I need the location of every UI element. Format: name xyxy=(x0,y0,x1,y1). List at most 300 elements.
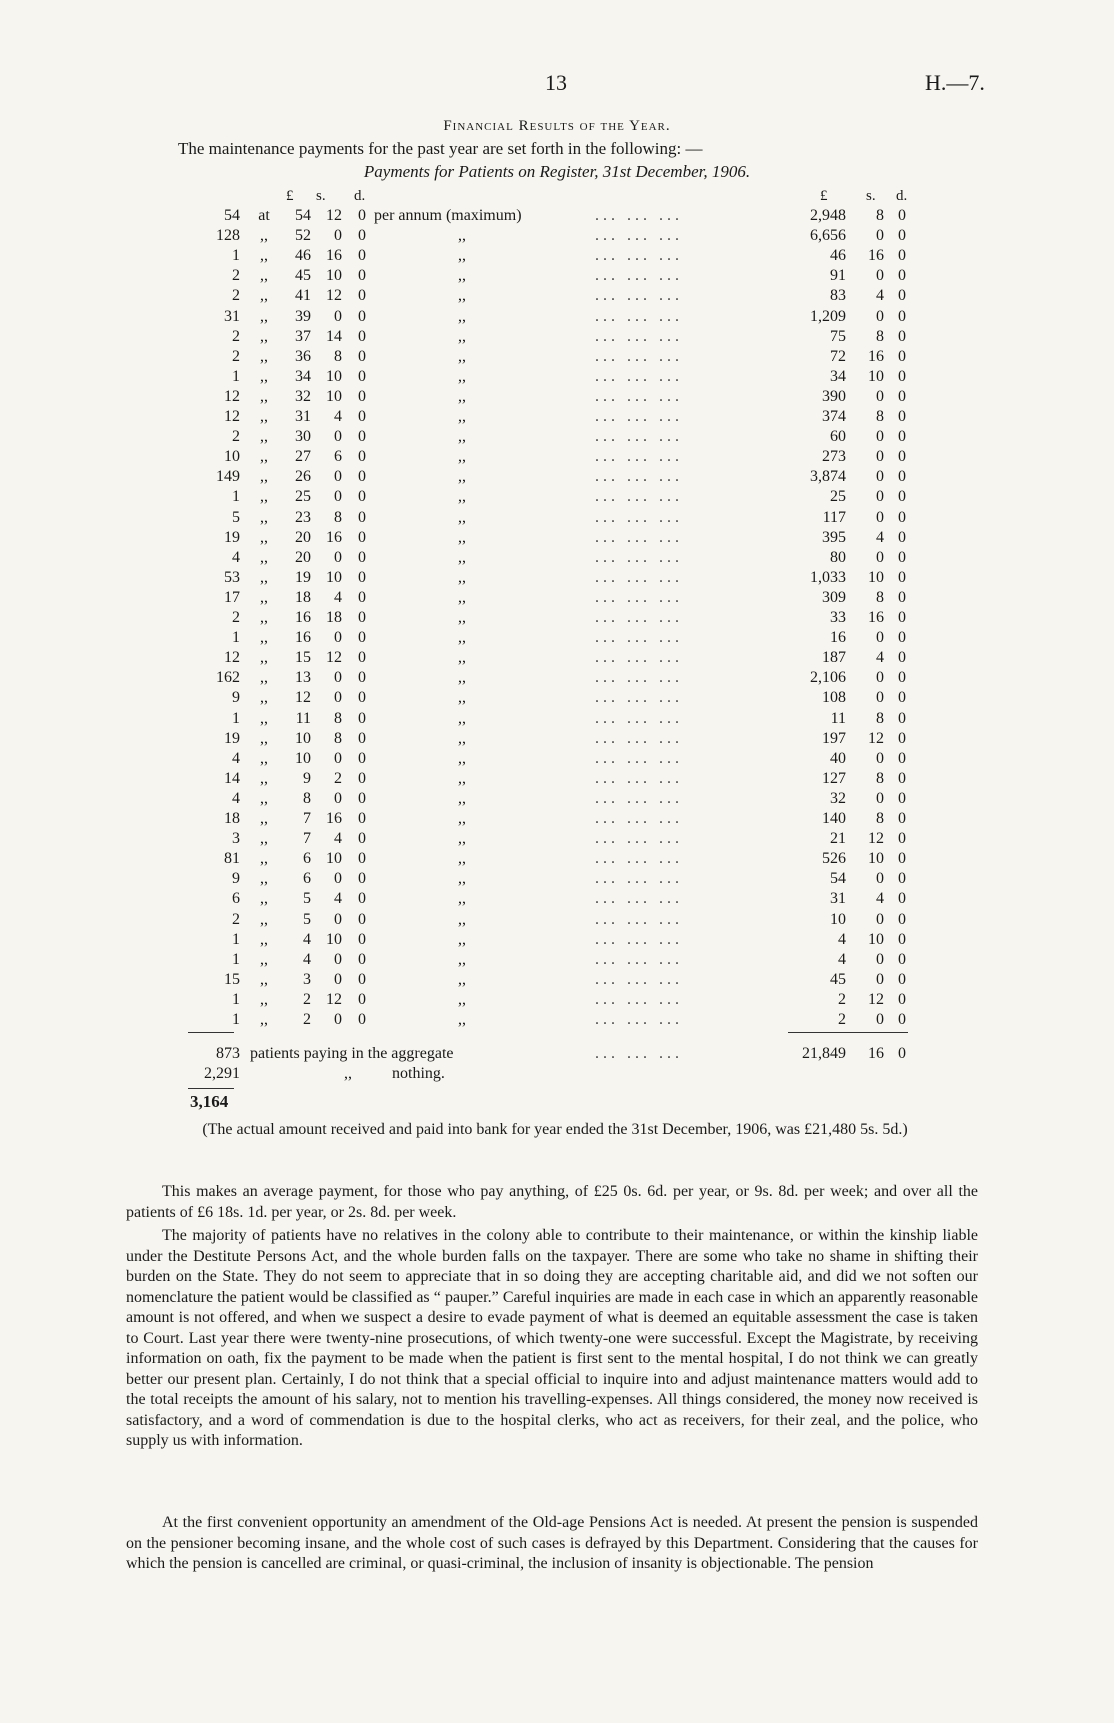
dot-leader: ... ... ... xyxy=(595,609,683,626)
total-pounds: 16 xyxy=(830,629,846,647)
rate-pounds: 20 xyxy=(295,528,311,546)
ditto-mark: ,, xyxy=(260,850,268,868)
ditto-mark: ,, xyxy=(260,689,268,707)
ditto-mark: ,, xyxy=(458,548,466,566)
dot-leader: ... ... ... xyxy=(595,629,683,647)
ditto-mark: ,, xyxy=(260,448,268,466)
rate-pounds: 41 xyxy=(295,287,311,305)
rate-shillings: 0 xyxy=(334,629,342,647)
row-count: 2 xyxy=(232,327,240,345)
rate-pence: 0 xyxy=(358,930,366,948)
row-count: 12 xyxy=(224,408,240,425)
total-shillings: 0 xyxy=(876,387,884,405)
total-pounds: 80 xyxy=(830,548,846,566)
total-pence: 0 xyxy=(898,1011,906,1028)
ditto-mark: ,, xyxy=(260,267,268,285)
row-count: 9 xyxy=(232,870,240,888)
table-row xyxy=(0,709,1114,729)
total-shillings: 12 xyxy=(868,729,884,747)
row-count: 4 xyxy=(232,548,240,566)
table-row xyxy=(0,307,1114,327)
total-pence: 0 xyxy=(898,588,906,606)
rate-pounds: 4 xyxy=(303,950,311,968)
row-count: 149 xyxy=(216,468,240,486)
rate-pence: 0 xyxy=(358,227,366,245)
row-count: 17 xyxy=(224,588,240,606)
row-count: 14 xyxy=(224,769,240,787)
total-pence: 0 xyxy=(898,850,906,868)
total-pounds: 21 xyxy=(830,830,846,848)
table-row xyxy=(0,266,1114,286)
ditto-mark: ,, xyxy=(260,588,268,606)
rate-pence: 0 xyxy=(358,890,366,908)
ditto-mark: ,, xyxy=(260,709,268,727)
rate-pounds: 26 xyxy=(295,468,311,486)
ditto-mark: ,, xyxy=(458,789,466,807)
dot-leader: ... ... ... xyxy=(595,568,683,586)
rate-pence: 0 xyxy=(358,488,366,506)
rate-pounds: 5 xyxy=(303,910,311,928)
ditto-mark: ,, xyxy=(458,227,466,245)
total-pounds: 2 xyxy=(838,990,846,1008)
ditto-mark: ,, xyxy=(260,287,268,305)
ditto-mark: ,, xyxy=(458,709,466,727)
table-row xyxy=(0,427,1114,447)
total-pence: 0 xyxy=(898,830,906,848)
table-row xyxy=(0,528,1114,548)
ditto-mark: ,, xyxy=(458,629,466,647)
row-count: 2 xyxy=(232,910,240,928)
ditto-mark: ,, xyxy=(458,307,466,325)
rate-shillings: 10 xyxy=(326,267,342,285)
nonpaying-count: 2,291 xyxy=(204,1065,240,1082)
ditto-mark: ,, xyxy=(260,669,268,687)
total-pounds: 2,948 xyxy=(810,207,846,224)
total-pence: 0 xyxy=(898,528,906,546)
dot-leader: ... ... ... xyxy=(595,247,683,265)
rate-shillings: 2 xyxy=(334,769,342,787)
table-row xyxy=(0,789,1114,809)
paragraph-average: This makes an average payment, for those who pay anything, of £25 0s. 6d. per year, or 9s. 8d. per week; and over all the patients of £6 18s. 1d. per year, or 2s. 8d. per week. xyxy=(126,1183,978,1221)
rate-shillings: 0 xyxy=(334,910,342,928)
row-count: 6 xyxy=(232,890,240,908)
rate-pence: 0 xyxy=(358,609,366,626)
ditto-mark: ,, xyxy=(260,890,268,908)
nonpaying-ditto: ,, xyxy=(344,1065,352,1082)
total-shillings: 12 xyxy=(868,830,884,848)
total-shillings: 16 xyxy=(868,247,884,265)
dot-leader: ... ... ... xyxy=(595,508,683,526)
ditto-mark: ,, xyxy=(260,568,268,586)
total-pounds: 309 xyxy=(822,588,846,606)
total-pounds: 526 xyxy=(822,850,846,868)
rate-pence: 0 xyxy=(358,327,366,345)
rate-pence: 0 xyxy=(358,990,366,1008)
paragraph-pensions: At the first convenient opportunity an amendment of the Old-age Pensions Act is needed. At present the pension is suspended on the pensioner becoming insane, and the whole cost of such cases is defrayed by this Department. Considering that the causes for which the pension is cancelled are criminal, or quasi-criminal, the inclusion of insanity is objectionable. The pension xyxy=(126,1514,978,1572)
table-row xyxy=(0,809,1114,829)
row-count: 3 xyxy=(232,830,240,848)
rate-pounds: 16 xyxy=(295,609,311,626)
rate-shillings: 10 xyxy=(326,568,342,586)
at-word: at xyxy=(258,207,270,224)
row-count: 2 xyxy=(232,267,240,285)
ditto-mark: ,, xyxy=(260,307,268,325)
rate-pounds: 54 xyxy=(295,207,311,224)
dot-leader: ... ... ... xyxy=(595,588,683,606)
grand-total-rule xyxy=(188,1088,234,1089)
rate-pounds: 45 xyxy=(295,267,311,285)
total-pence: 0 xyxy=(898,347,906,365)
table-caption: Payments for Patients on Register, 31st December, 1906. xyxy=(363,162,751,181)
total-header-pounds: £ xyxy=(820,188,828,204)
table-row xyxy=(0,930,1114,950)
total-shillings: 0 xyxy=(876,508,884,526)
rate-pounds: 12 xyxy=(295,689,311,707)
total-shillings: 4 xyxy=(876,528,884,546)
ditto-mark: ,, xyxy=(458,528,466,546)
table-row xyxy=(0,347,1114,367)
ditto-mark: ,, xyxy=(260,870,268,888)
dot-leader: ... ... ... xyxy=(595,207,683,224)
table-row xyxy=(0,910,1114,930)
rate-pence: 0 xyxy=(358,970,366,988)
dot-leader: ... ... ... xyxy=(595,327,683,345)
row-count: 18 xyxy=(224,810,240,827)
ditto-mark: ,, xyxy=(260,970,268,988)
rate-shillings: 4 xyxy=(334,830,342,848)
row-count: 10 xyxy=(224,448,240,466)
ditto-mark: ,, xyxy=(458,749,466,767)
row-count: 19 xyxy=(224,528,240,546)
rate-shillings: 14 xyxy=(326,327,342,345)
rate-shillings: 0 xyxy=(334,428,342,446)
ditto-mark: ,, xyxy=(458,1011,466,1028)
total-pence: 0 xyxy=(898,247,906,265)
table-row xyxy=(0,206,1114,226)
rate-pence: 0 xyxy=(358,448,366,466)
total-shillings: 0 xyxy=(876,488,884,506)
rate-pounds: 13 xyxy=(295,669,311,687)
rate-shillings: 0 xyxy=(334,548,342,566)
rate-shillings: 0 xyxy=(334,689,342,707)
rate-pence: 0 xyxy=(358,267,366,285)
rate-shillings: 0 xyxy=(334,870,342,888)
total-shillings: 0 xyxy=(876,629,884,647)
total-shillings: 0 xyxy=(876,870,884,888)
table-row xyxy=(0,950,1114,970)
rate-pounds: 52 xyxy=(295,227,311,245)
total-pence: 0 xyxy=(898,729,906,747)
total-shillings: 4 xyxy=(876,649,884,667)
total-pence: 0 xyxy=(898,709,906,727)
table-row xyxy=(0,226,1114,246)
row-count: 1 xyxy=(232,930,240,948)
rate-pence: 0 xyxy=(358,207,366,224)
paying-total-pence: 0 xyxy=(898,1045,906,1062)
total-pence: 0 xyxy=(898,367,906,385)
ditto-mark: ,, xyxy=(260,528,268,546)
total-pounds: 75 xyxy=(830,327,846,345)
dot-leader: ... ... ... xyxy=(595,408,683,425)
total-pounds: 2,106 xyxy=(810,669,846,687)
table-row xyxy=(0,367,1114,387)
total-pence: 0 xyxy=(898,227,906,245)
total-pence: 0 xyxy=(898,307,906,325)
dot-leader: ... ... ... xyxy=(595,488,683,506)
dot-leader: ... ... ... xyxy=(595,367,683,385)
ditto-mark: ,, xyxy=(458,649,466,667)
row-count: 4 xyxy=(232,789,240,807)
rate-pounds: 6 xyxy=(303,850,311,868)
total-pounds: 1,209 xyxy=(810,307,846,325)
rate-pence: 0 xyxy=(358,709,366,727)
row-count: 31 xyxy=(224,307,240,325)
total-pence: 0 xyxy=(898,428,906,446)
total-shillings: 0 xyxy=(876,468,884,486)
rate-pence: 0 xyxy=(358,528,366,546)
total-pence: 0 xyxy=(898,689,906,707)
table-row xyxy=(0,648,1114,668)
ditto-mark: ,, xyxy=(458,870,466,888)
row-count: 1 xyxy=(232,247,240,265)
rate-pence: 0 xyxy=(358,287,366,305)
dot-leader: ... ... ... xyxy=(595,850,683,868)
rate-shillings: 0 xyxy=(334,468,342,486)
table-row xyxy=(0,246,1114,266)
table-row xyxy=(0,628,1114,648)
paying-total-shillings: 16 xyxy=(868,1045,884,1062)
total-pence: 0 xyxy=(898,769,906,787)
rate-pence: 0 xyxy=(358,870,366,888)
table-row xyxy=(0,688,1114,708)
row-count: 1 xyxy=(232,629,240,647)
total-shillings: 10 xyxy=(868,930,884,948)
rate-pounds: 8 xyxy=(303,789,311,807)
dot-leader: ... ... ... xyxy=(595,548,683,566)
rate-pounds: 6 xyxy=(303,870,311,888)
rate-pounds: 39 xyxy=(295,307,311,325)
ditto-mark: ,, xyxy=(260,930,268,948)
dot-leader: ... ... ... xyxy=(595,789,683,807)
rate-pence: 0 xyxy=(358,830,366,848)
rate-pounds: 31 xyxy=(295,408,311,425)
row-count: 2 xyxy=(232,609,240,626)
total-pence: 0 xyxy=(898,488,906,506)
ditto-mark: ,, xyxy=(260,408,268,425)
rate-shillings: 8 xyxy=(334,508,342,526)
total-shillings: 0 xyxy=(876,548,884,566)
rate-pence: 0 xyxy=(358,307,366,325)
rate-pounds: 10 xyxy=(295,729,311,747)
table-row xyxy=(0,668,1114,688)
table-row xyxy=(0,749,1114,769)
total-header-shillings: s. xyxy=(866,188,876,204)
rate-pence: 0 xyxy=(358,428,366,446)
total-pounds: 11 xyxy=(830,709,846,727)
total-pence: 0 xyxy=(898,387,906,405)
row-count: 1 xyxy=(232,367,240,385)
rate-pence: 0 xyxy=(358,810,366,827)
dot-leader: ... ... ... xyxy=(595,428,683,446)
rate-shillings: 12 xyxy=(326,990,342,1008)
rate-shillings: 12 xyxy=(326,287,342,305)
dot-leader: ... ... ... xyxy=(595,387,683,405)
total-pounds: 45 xyxy=(830,970,846,988)
paying-text: patients paying in the aggregate xyxy=(250,1045,454,1062)
total-pounds: 91 xyxy=(830,267,846,285)
total-shillings: 4 xyxy=(876,287,884,305)
ditto-mark: ,, xyxy=(458,769,466,787)
ditto-mark: ,, xyxy=(458,468,466,486)
document-code: H.—7. xyxy=(925,70,985,95)
total-pence: 0 xyxy=(898,448,906,466)
rate-shillings: 12 xyxy=(326,207,342,224)
rate-shillings: 10 xyxy=(326,930,342,948)
dot-leader: ... ... ... xyxy=(595,1045,683,1062)
rate-shillings: 10 xyxy=(326,850,342,868)
total-pounds: 4 xyxy=(838,930,846,948)
total-pence: 0 xyxy=(898,287,906,305)
count-subtotal-rule xyxy=(188,1032,234,1033)
total-pounds: 34 xyxy=(830,367,846,385)
rate-pounds: 2 xyxy=(303,990,311,1008)
total-pence: 0 xyxy=(898,548,906,566)
dot-leader: ... ... ... xyxy=(595,810,683,827)
dot-leader: ... ... ... xyxy=(595,689,683,707)
dot-leader: ... ... ... xyxy=(595,227,683,245)
dot-leader: ... ... ... xyxy=(595,468,683,486)
dot-leader: ... ... ... xyxy=(595,749,683,767)
table-row xyxy=(0,508,1114,528)
ditto-mark: ,, xyxy=(458,689,466,707)
ditto-mark: ,, xyxy=(458,588,466,606)
section-title: Financial Results of the Year. xyxy=(443,118,671,134)
dot-leader: ... ... ... xyxy=(595,870,683,888)
rate-pence: 0 xyxy=(358,689,366,707)
rate-pence: 0 xyxy=(358,649,366,667)
ditto-mark: ,, xyxy=(458,910,466,928)
ditto-mark: ,, xyxy=(260,488,268,506)
total-shillings: 0 xyxy=(876,1011,884,1028)
rate-pounds: 9 xyxy=(303,769,311,787)
row-count: 1 xyxy=(232,488,240,506)
rate-pounds: 7 xyxy=(303,830,311,848)
total-pence: 0 xyxy=(898,789,906,807)
total-shillings: 8 xyxy=(876,709,884,727)
total-shillings: 8 xyxy=(876,327,884,345)
rate-pence: 0 xyxy=(358,247,366,265)
ditto-mark: ,, xyxy=(260,428,268,446)
rate-pence: 0 xyxy=(358,508,366,526)
rate-shillings: 0 xyxy=(334,307,342,325)
dot-leader: ... ... ... xyxy=(595,890,683,908)
row-count: 12 xyxy=(224,649,240,667)
dot-leader: ... ... ... xyxy=(595,669,683,687)
row-count: 4 xyxy=(232,749,240,767)
dot-leader: ... ... ... xyxy=(595,347,683,365)
total-pence: 0 xyxy=(898,408,906,425)
per-annum-label: per annum (maximum) xyxy=(374,207,522,224)
paragraph-majority: The majority of patients have no relatives in the colony able to contribute to their maintenance, or within the kinship liable under the Destitute Persons Act, and the whole burden falls on the taxpayer. There are some who take no shame in shifting their burden on the State. They do not seem to appreciate that in so doing they are accepting charitable aid, and did we not soften our nomenclature the patient would be classified as “ pauper.” Careful inquiries are made in each case in which an apparently reasonable amount is not offered, and when we suspect a desire to evade payment of what is deemed an equitable assessment the case is taken to Court. Last year there were twenty-nine prosecutions, of which twenty-one were successful. Except the Magistrate, by receiving information on oath, fix the payment to be made when the patient is first sent to the mental hospital, I do not think we can greatly better our present plan. Certainly, I do not think that a special official to inquire into and adjust maintenance matters would add to the total receipts the amount of his salary, not to mention his travelling-expenses. All things considered, the money now received is satisfactory, and a word of commendation is due to the hospital clerks, who act as receivers, for their zeal, and the police, who supply us with information. xyxy=(126,1227,978,1449)
table-row xyxy=(0,387,1114,407)
ditto-mark: ,, xyxy=(260,830,268,848)
ditto-mark: ,, xyxy=(260,227,268,245)
total-pounds: 187 xyxy=(822,649,846,667)
rate-pence: 0 xyxy=(358,850,366,868)
rate-shillings: 12 xyxy=(326,649,342,667)
ditto-mark: ,, xyxy=(260,629,268,647)
total-shillings: 0 xyxy=(876,669,884,687)
total-pence: 0 xyxy=(898,669,906,687)
total-pounds: 3,874 xyxy=(810,468,846,486)
rate-pounds: 10 xyxy=(295,749,311,767)
total-pounds: 108 xyxy=(822,689,846,707)
total-shillings: 0 xyxy=(876,789,884,807)
rate-pounds: 27 xyxy=(295,448,311,466)
row-count: 54 xyxy=(224,207,240,224)
dot-leader: ... ... ... xyxy=(595,267,683,285)
total-pence: 0 xyxy=(898,609,906,626)
table-row xyxy=(0,467,1114,487)
ditto-mark: ,, xyxy=(458,930,466,948)
ditto-mark: ,, xyxy=(260,468,268,486)
row-count: 19 xyxy=(224,729,240,747)
total-pounds: 60 xyxy=(830,428,846,446)
total-pounds: 54 xyxy=(830,870,846,888)
total-pounds: 1,033 xyxy=(810,568,846,586)
dot-leader: ... ... ... xyxy=(595,448,683,466)
row-count: 12 xyxy=(224,387,240,405)
total-pence: 0 xyxy=(898,810,906,827)
total-pounds: 273 xyxy=(822,448,846,466)
rate-pence: 0 xyxy=(358,588,366,606)
ditto-mark: ,, xyxy=(458,428,466,446)
table-row xyxy=(0,829,1114,849)
dot-leader: ... ... ... xyxy=(595,709,683,727)
total-shillings: 10 xyxy=(868,568,884,586)
total-shillings: 8 xyxy=(876,207,884,224)
total-pounds: 32 xyxy=(830,789,846,807)
ditto-mark: ,, xyxy=(458,850,466,868)
dot-leader: ... ... ... xyxy=(595,1011,683,1028)
total-pence: 0 xyxy=(898,508,906,526)
ditto-mark: ,, xyxy=(458,488,466,506)
total-pence: 0 xyxy=(898,468,906,486)
rate-pounds: 36 xyxy=(295,347,311,365)
total-shillings: 0 xyxy=(876,910,884,928)
total-pence: 0 xyxy=(898,870,906,888)
total-pounds: 25 xyxy=(830,488,846,506)
total-shillings: 0 xyxy=(876,749,884,767)
total-pounds: 40 xyxy=(830,749,846,767)
rate-pounds: 30 xyxy=(295,428,311,446)
rate-pounds: 23 xyxy=(295,508,311,526)
rate-pounds: 11 xyxy=(295,709,311,727)
rate-pounds: 3 xyxy=(303,970,311,988)
rate-shillings: 8 xyxy=(334,729,342,747)
ditto-mark: ,, xyxy=(458,810,466,827)
row-count: 5 xyxy=(232,508,240,526)
rate-pounds: 5 xyxy=(303,890,311,908)
row-count: 128 xyxy=(216,227,240,245)
ditto-mark: ,, xyxy=(260,910,268,928)
row-count: 2 xyxy=(232,347,240,365)
row-count: 162 xyxy=(216,669,240,687)
paying-total-row xyxy=(0,1044,1114,1064)
total-pounds: 72 xyxy=(830,347,846,365)
rate-shillings: 0 xyxy=(334,950,342,968)
table-row xyxy=(0,970,1114,990)
